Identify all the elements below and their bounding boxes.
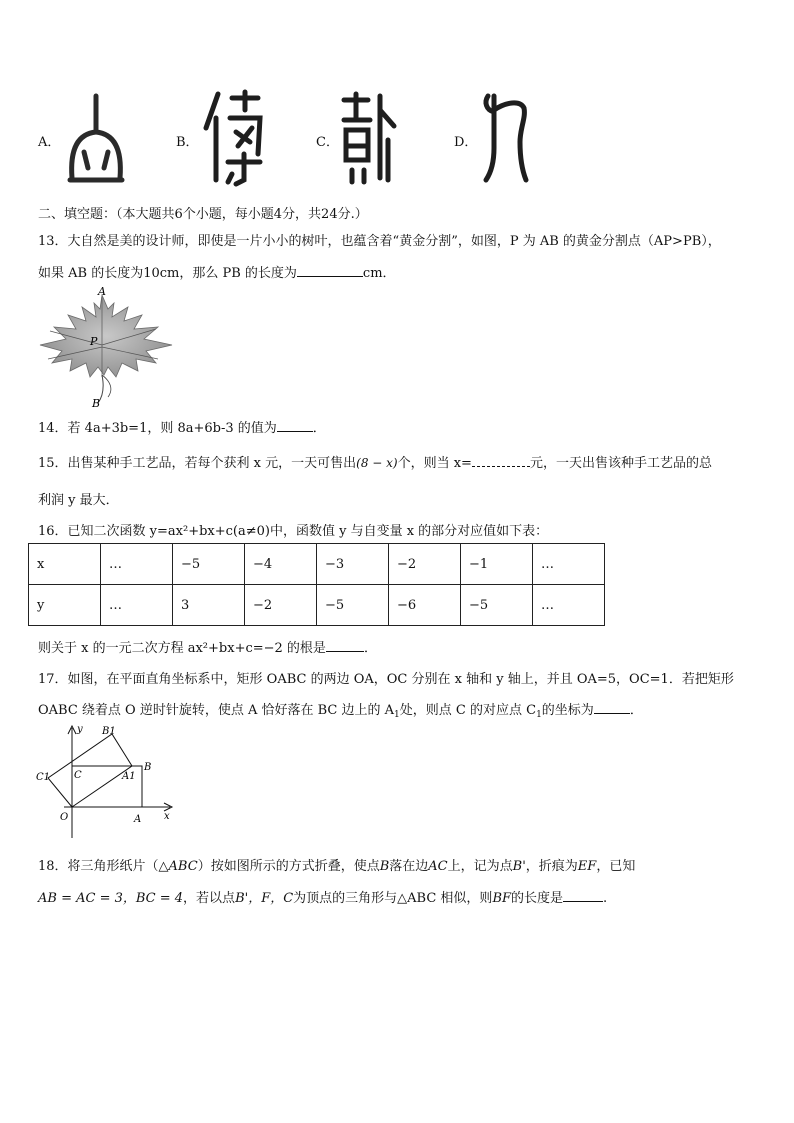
- q17-sub1: 1: [394, 710, 400, 720]
- option-a-label: A．: [38, 135, 61, 150]
- option-a-glyph: [62, 92, 130, 188]
- q18-b: B: [379, 859, 390, 874]
- table-row: [29, 585, 605, 626]
- q14-prefix: 14．若 4a+3b=1，则 8a+6b-3 的值为: [38, 421, 277, 436]
- table-cell: −2: [389, 544, 461, 585]
- q17-line2-mid: 处，则点 C 的对应点 C: [399, 703, 537, 718]
- table-cell: 3: [173, 585, 245, 626]
- q14-suffix: ．: [312, 421, 326, 436]
- q15-expr: (8 − x): [356, 456, 398, 470]
- q16-value-table: [28, 543, 605, 626]
- table-cell: −4: [245, 544, 317, 585]
- q17-line2: [38, 699, 643, 720]
- q17-sub2: 1: [536, 710, 542, 720]
- q18-answer-blank[interactable]: [563, 889, 603, 902]
- table-cell: −6: [389, 585, 461, 626]
- q18-pts: B'，F，C: [235, 891, 294, 906]
- section-title: 二、填空题：（本大题共6个小题，每小题4分，共24分.）: [38, 207, 368, 222]
- q16-answer-blank[interactable]: [326, 639, 364, 652]
- q15-line2: 利润 y 最大．: [38, 493, 119, 508]
- leaf-label-p: P: [90, 335, 98, 348]
- q16-intro: 16．已知二次函数 y=ax²+bx+c(a≠0)中，函数值 y 与自变量 x 的部分对应值如下表：: [38, 524, 549, 539]
- table-cell: −5: [461, 585, 533, 626]
- option-d-label: D．: [454, 135, 478, 150]
- fig-label-a: A: [134, 814, 142, 825]
- q18-line2-mid: ，若以点: [183, 891, 236, 906]
- maple-leaf-figure: [38, 285, 178, 410]
- fig-label-x: x: [164, 811, 170, 822]
- q18-bf: BF: [492, 891, 512, 906]
- q16-after-suffix: ．: [363, 641, 377, 656]
- fig-label-b: B: [144, 762, 152, 773]
- option-c-label: C．: [316, 135, 339, 150]
- q18-line1-mid4: ，折痕为: [525, 859, 578, 874]
- table-cell: …: [101, 585, 173, 626]
- q18-bprime: B': [512, 859, 526, 874]
- table-cell: …: [533, 585, 605, 626]
- q18-tri: △ABC: [158, 859, 198, 874]
- q17-line2-suffix: 的坐标为: [541, 703, 594, 718]
- table-cell: −3: [317, 544, 389, 585]
- table-cell: …: [101, 544, 173, 585]
- table-cell: −5: [173, 544, 245, 585]
- option-d-glyph: [480, 88, 532, 186]
- q18-line1-prefix: 18．将三角形纸片（: [38, 859, 159, 874]
- q16-after-prefix: 则关于 x 的一元二次方程 ax²+bx+c=−2 的根是: [38, 641, 326, 656]
- rectangle-rotated: [48, 734, 132, 807]
- table-cell: −5: [317, 585, 389, 626]
- option-b-label: B．: [176, 135, 199, 150]
- fig-label-c: C: [74, 770, 82, 781]
- q13-line2-suffix: cm．: [362, 266, 396, 281]
- option-b-glyph: [202, 88, 264, 188]
- fig-label-o: O: [60, 812, 69, 823]
- q14: [38, 417, 326, 436]
- rotation-figure: [34, 722, 180, 844]
- q16-after: [38, 637, 377, 656]
- leaf-shape: [40, 295, 172, 377]
- q15-prefix: 15．出售某种手工艺品，若每个获利 x 元，一天可售出: [38, 456, 357, 471]
- q17-line1: 17．如图，在平面直角坐标系中，矩形 OABC 的两边 OA，OC 分别在 x 轴和 y 轴上，并且 OA=5，OC=1．若把矩形: [38, 672, 734, 687]
- q13-line2: [38, 262, 396, 281]
- q18-line1-suffix: ，已知: [596, 859, 636, 874]
- table-cell: −2: [245, 585, 317, 626]
- leaf-label-b: B: [92, 397, 101, 410]
- q17-line2-end: ．: [629, 703, 643, 718]
- leaf-label-a: A: [98, 285, 106, 298]
- fig-label-b1: B1: [102, 726, 116, 737]
- q13-line2-prefix: 如果 AB 的长度为10cm，那么 PB 的长度为: [38, 266, 297, 281]
- q13-line1: 13．大自然是美的设计师，即使是一片小小的树叶，也蕴含着“黄金分割”，如图，P 为 AB 的黄金分割点（AP>PB），: [38, 234, 721, 249]
- q18-line1-mid3: 上，记为点: [447, 859, 513, 874]
- q17-line2-prefix: OABC 绕着点 O 逆时针旋转，使点 A 恰好落在 BC 边上的 A: [38, 703, 395, 718]
- q13-answer-blank[interactable]: [297, 264, 363, 277]
- table-cell: y: [29, 585, 101, 626]
- q15-middle: 个，则当 x=: [397, 456, 472, 471]
- q18-ef: EF: [577, 859, 597, 874]
- table-cell: −1: [461, 544, 533, 585]
- fig-label-a1: A1: [122, 771, 136, 782]
- q18-line2-suffix: 的长度是: [511, 891, 564, 906]
- fig-label-c1: C1: [36, 772, 51, 783]
- q15-answer-blank[interactable]: [472, 454, 530, 467]
- q15-suffix: 元，一天出售该种手工艺品的总: [529, 456, 712, 471]
- q18-eq: AB = AC = 3，BC = 4: [38, 891, 184, 906]
- q15-line1: [38, 452, 712, 471]
- option-c-glyph: [340, 90, 398, 186]
- q18-line2-end: .: [603, 891, 608, 906]
- q18-line2-mid2: 为顶点的三角形与△ABC 相似，则: [293, 891, 493, 906]
- fig-label-y: y: [77, 724, 83, 735]
- table-cell: x: [29, 544, 101, 585]
- q14-answer-blank[interactable]: [277, 419, 313, 432]
- q18-line1: [38, 855, 635, 874]
- q18-line1-mid: ）按如图所示的方式折叠，使点: [197, 859, 380, 874]
- table-row: [29, 544, 605, 585]
- q18-ac: AC: [428, 859, 448, 874]
- table-cell: …: [533, 544, 605, 585]
- q18-line1-mid2: 落在边: [389, 859, 429, 874]
- q18-line2: [38, 887, 607, 906]
- q17-answer-blank[interactable]: [594, 701, 630, 714]
